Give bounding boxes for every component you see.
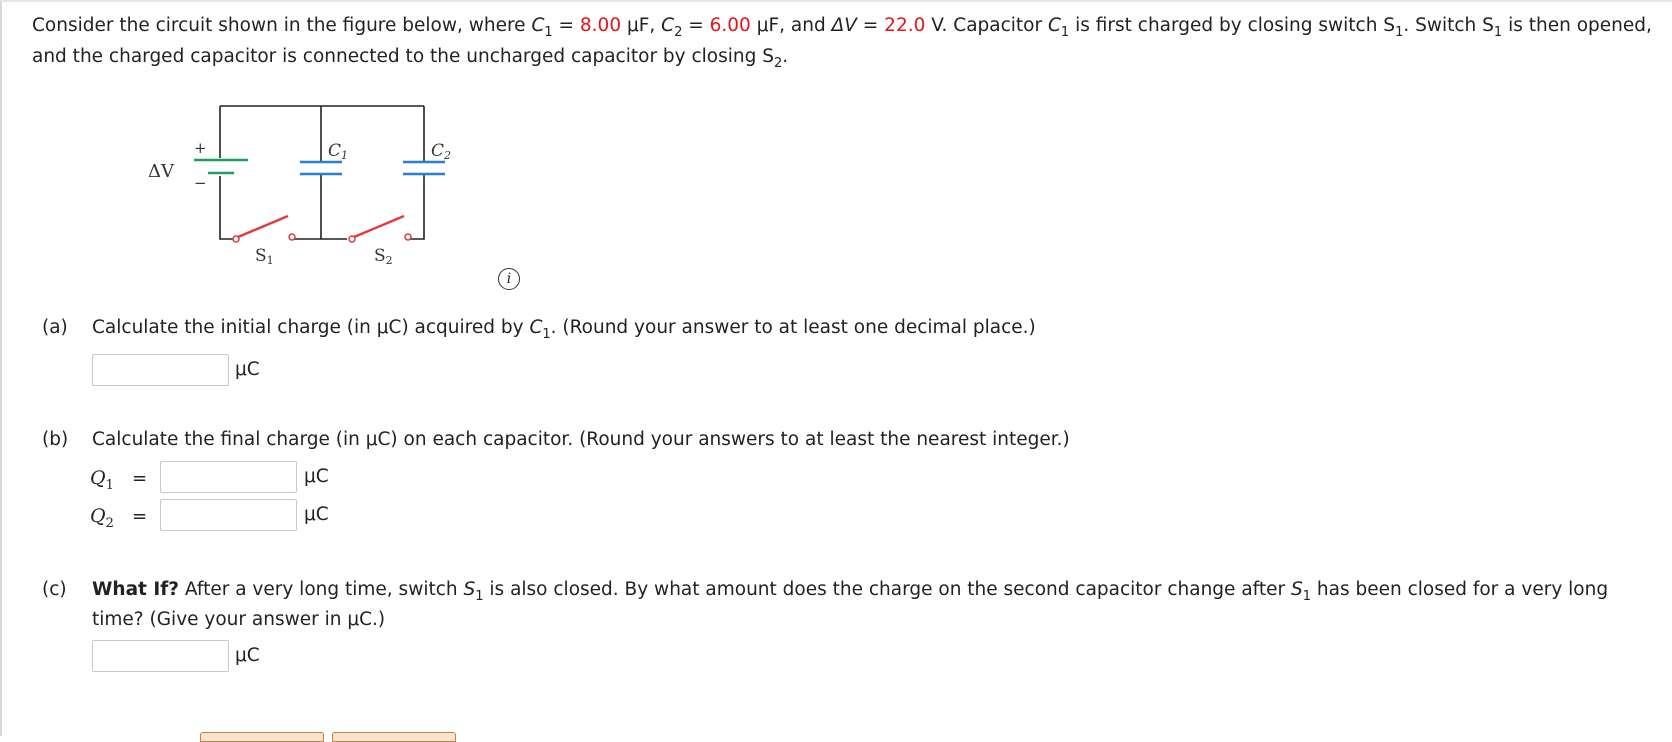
s1-subscript: 1 <box>1395 25 1404 40</box>
c2-label-letter: C <box>431 141 445 161</box>
s1-blade <box>238 216 288 237</box>
q2-unit: μC <box>304 504 329 525</box>
unit-text: μF, <box>621 15 662 36</box>
s1-label <box>255 246 274 267</box>
c1-symbol: C <box>529 317 543 338</box>
intro-text: . Switch S <box>1403 15 1494 36</box>
c1-label <box>328 141 348 162</box>
c1-symbol: C <box>1048 15 1061 36</box>
c1-symbol: C <box>531 15 545 36</box>
circuit-wires <box>220 106 424 239</box>
c1-subscript: 1 <box>544 25 553 40</box>
intro-text: Consider the circuit shown in the figure below, where <box>32 15 532 36</box>
equals: = <box>856 15 885 36</box>
dv-label: ΔV <box>148 161 174 182</box>
part-a-text2: . (Round your answer to at least one decimal place.) <box>550 317 1036 338</box>
part-c-text2: is also closed. By what amount does the charge on the second capacitor change after <box>483 579 1291 600</box>
dv-value: 22.0 <box>884 15 926 36</box>
c2-label-sub: 2 <box>444 149 452 162</box>
part-a-unit: μC <box>235 359 260 380</box>
part-a-text <box>92 313 1036 343</box>
circuit-diagram <box>142 98 482 288</box>
s1-subscript: 1 <box>1302 589 1311 604</box>
part-a-text1: Calculate the initial charge (in μC) acquired by <box>92 317 530 338</box>
q2-symbol: Q <box>90 505 106 527</box>
c2-value: 6.00 <box>709 15 751 36</box>
q2-label <box>90 505 114 531</box>
part-b-text: Calculate the final charge (in μC) on each capacitor. (Round your answers to at least the nearest integer.) <box>92 429 1070 450</box>
q1-answer-input[interactable] <box>160 461 297 493</box>
c1-subscript: 1 <box>542 327 551 342</box>
s1-label-letter: S <box>255 246 267 266</box>
part-b-label: (b) <box>42 429 69 450</box>
s2-contact <box>405 234 411 240</box>
plus-sign: + <box>194 139 207 157</box>
what-if-label: What If? <box>92 579 180 600</box>
battery-bottom-wire <box>220 176 234 239</box>
s2-label <box>374 246 393 267</box>
part-c-text3: has been closed for a very long time? (Give your answer in μC.) <box>92 579 1609 630</box>
q1-equals: = <box>132 468 148 489</box>
s1-label-sub: 1 <box>266 254 274 267</box>
q1-symbol: Q <box>90 467 106 489</box>
s1-symbol: S <box>463 579 476 600</box>
q2-subscript: 2 <box>105 516 114 531</box>
q2-equals: = <box>132 506 148 527</box>
action-button-1[interactable] <box>200 732 324 742</box>
problem-statement <box>32 10 1662 72</box>
s2-label-sub: 2 <box>385 254 393 267</box>
q2-answer-input[interactable] <box>160 499 297 531</box>
c2-bottom-wire <box>410 174 424 239</box>
part-c-label: (c) <box>42 579 67 600</box>
intro-text: . <box>782 46 789 67</box>
intro-text: is then opened, and the charged capacitor is connected to the uncharged capacitor by closing S <box>32 15 1652 67</box>
intro-text: V. Capacitor <box>925 15 1048 36</box>
s1-subscript: 1 <box>475 589 484 604</box>
info-icon[interactable]: i <box>498 268 520 290</box>
q1-label <box>90 467 114 493</box>
c1-label-letter: C <box>328 141 342 161</box>
equals: = <box>682 15 710 36</box>
action-button-2[interactable] <box>332 732 456 742</box>
c1-value: 8.00 <box>579 15 622 36</box>
c2-label <box>431 141 451 162</box>
s1-symbol: S <box>1290 579 1303 600</box>
dv-symbol: ΔV <box>831 15 857 36</box>
part-a-label: (a) <box>42 317 68 338</box>
q1-subscript: 1 <box>105 478 114 493</box>
unit-text: μF, and <box>750 15 832 36</box>
c2-subscript: 2 <box>674 25 683 40</box>
intro-text: is first charged by closing switch S <box>1069 15 1396 36</box>
c1-subscript: 1 <box>1060 25 1070 40</box>
q1-unit: μC <box>304 466 329 487</box>
c1-label-sub: 1 <box>341 149 349 162</box>
part-c-text1: After a very long time, switch <box>179 579 464 600</box>
s2-subscript: 2 <box>774 56 783 71</box>
equals: = <box>552 15 580 36</box>
part-c-text <box>92 575 1662 635</box>
minus-sign: − <box>194 174 207 192</box>
s1-contact <box>289 234 295 240</box>
s2-blade <box>354 216 404 237</box>
s1-subscript: 1 <box>1493 25 1503 40</box>
part-c-unit: μC <box>235 645 260 666</box>
s2-label-letter: S <box>374 246 386 266</box>
c2-symbol: C <box>661 15 675 36</box>
part-c-answer-input[interactable] <box>92 640 229 672</box>
part-a-answer-input[interactable] <box>92 354 229 386</box>
